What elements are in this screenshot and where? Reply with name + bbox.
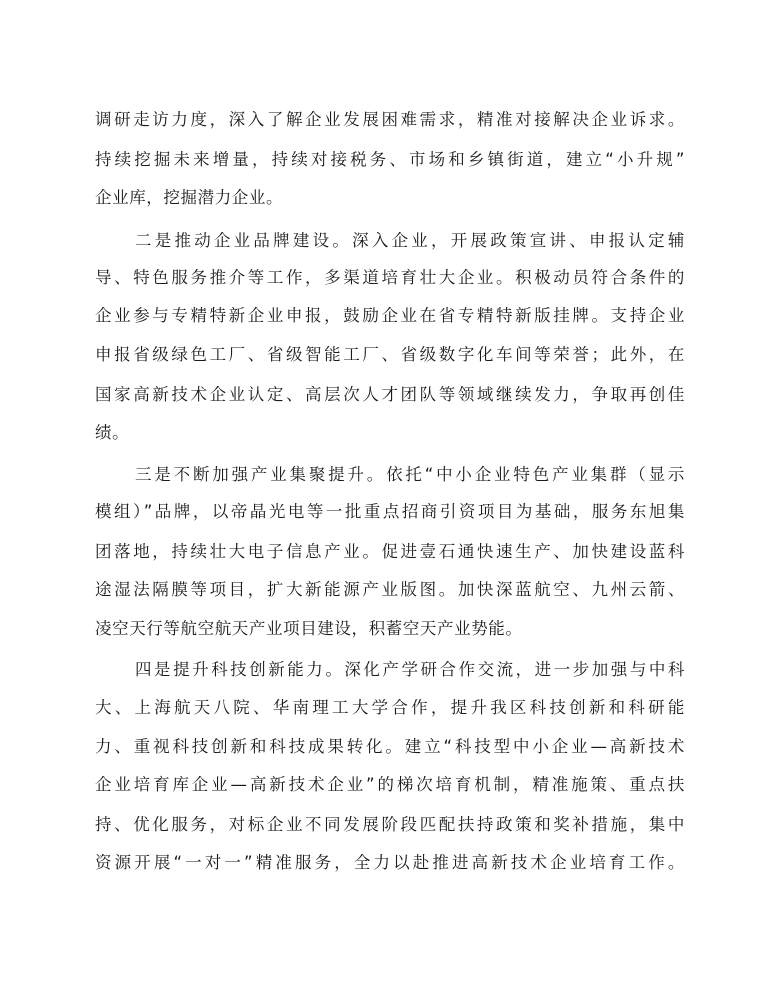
text-line: 凌空天行等航空航天产业项目建设，积蓄空天产业势能。 [95,619,523,638]
text-line: 企业参与专精特新企业申报，鼓励企业在省专精特新版挂牌。支持企业 [95,306,685,325]
text-line: 大、上海航天八院、华南理工大学合作，提升我区科技创新和科研能 [95,698,685,717]
text-line: 持续挖掘未来增量，持续对接税务、市场和乡镇街道，建立“小升规” [95,150,685,169]
text-line: 持、优化服务，对标企业不同发展阶段匹配扶持政策和奖补措施，集中 [95,815,685,834]
paragraph-start-line: 四是提升科技创新能力。深化产学研合作交流，进一步加强与中科 [135,660,685,679]
text-line: 企业培育库企业—高新技术企业”的梯次培育机制，精准施策、重点扶 [95,775,685,794]
text-line: 绩。 [95,423,130,442]
paragraph-start-line: 二是推动企业品牌建设。深入企业，开展政策宣讲、申报认定辅 [135,231,685,250]
text-line: 模组）”品牌，以帝晶光电等一批重点招商引资项目为基础，服务东旭集 [95,502,685,521]
text-line: 团落地，持续壮大电子信息产业。促进壹石通快速生产、加快建设蓝科 [95,542,685,561]
text-line: 途湿法隔膜等项目，扩大新能源产业版图。加快深蓝航空、九州云箭、 [95,580,685,599]
paragraph-start-line: 三是不断加强产业集聚提升。依托“中小企业特色产业集群（显示 [135,465,685,484]
text-line: 力、重视科技创新和科技成果转化。建立“科技型中小企业—高新技术 [95,737,685,756]
text-line: 申报省级绿色工厂、省级智能工厂、省级数字化车间等荣誉；此外，在 [95,345,685,364]
text-line: 导、特色服务推介等工作，多渠道培育壮大企业。积极动员符合条件的 [95,268,685,287]
text-line: 资源开展“一对一”精准服务，全力以赴推进高新技术企业培育工作。 [95,853,685,872]
text-line: 企业库，挖掘潜力企业。 [95,188,284,207]
text-line: 调研走访力度，深入了解企业发展困难需求，精准对接解决企业诉求。 [95,110,685,129]
text-line: 国家高新技术企业认定、高层次人才团队等领域继续发力，争取再创佳 [95,385,685,404]
